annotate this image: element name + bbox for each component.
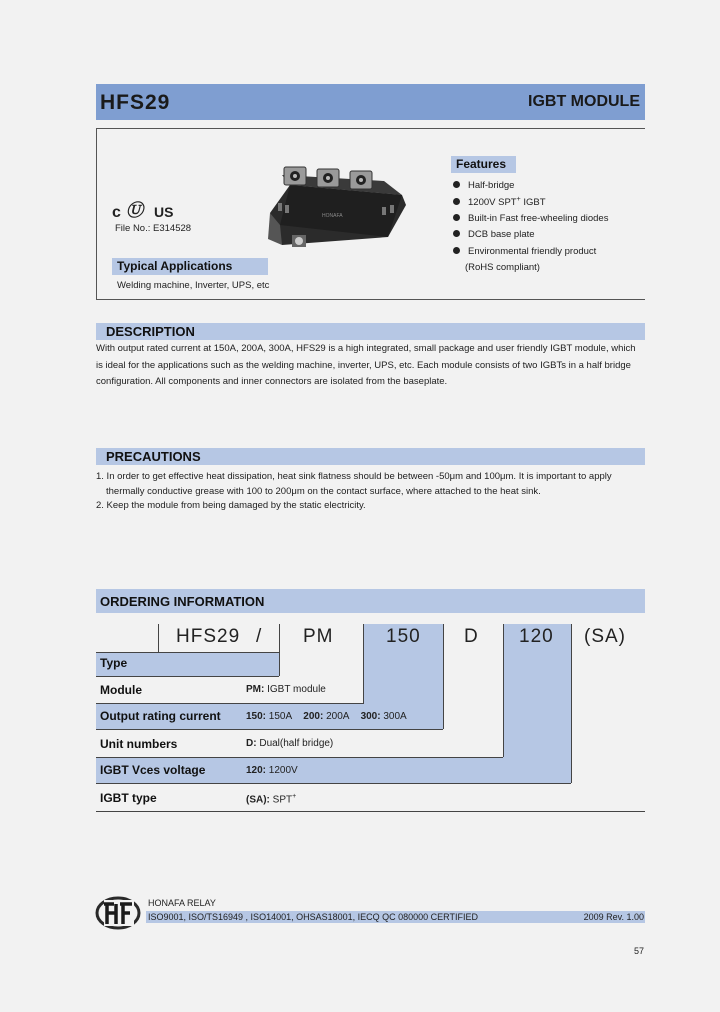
divider: [571, 624, 572, 783]
code-slash: /: [256, 626, 263, 647]
row-value-rating: 150: 150A 200: 200A 300: 300A: [246, 711, 407, 722]
features-heading: Features: [451, 156, 516, 173]
row-value-voltage: 120: 1200V: [246, 765, 298, 776]
row-label-rating: Output rating current: [100, 709, 221, 723]
row-label-module: Module: [100, 683, 142, 697]
row-label-unit: Unit numbers: [100, 737, 178, 751]
feature-item: Built-in Fast free-wheeling diodes: [453, 213, 608, 224]
page-subtitle: IGBT MODULE: [528, 93, 640, 110]
row-label-type: Type: [100, 656, 128, 670]
description-text: With output rated current at 150A, 200A, 300A, HFS29 is a high integrated, small package and user friendly IGBT module, which is ideal for the applications such as the welding machine, inverter, UPS, etc. Each module consists of two IGBTs in a half bridge configuration. All components and inner connectors are isolated from the baseplate.: [96, 343, 636, 387]
divider: [96, 811, 645, 812]
code-module: PM: [303, 626, 334, 647]
bullet-icon: [453, 247, 460, 254]
precautions-heading: PRECAUTIONS: [96, 448, 645, 465]
page-title: HFS29: [100, 91, 171, 114]
page-number: 57: [633, 946, 644, 956]
divider: [96, 703, 363, 704]
bullet-icon: [453, 198, 460, 205]
row-value-module: PM: IGBT module: [246, 684, 326, 695]
certifications: ISO9001, ISO/TS16949 , ISO14001, OHSAS18001, IECQ QC 080000 CERTIFIED: [148, 912, 479, 922]
bullet-icon: [453, 230, 460, 237]
divider: [96, 783, 571, 784]
company-name: HONAFA RELAY: [148, 898, 216, 908]
code-type: HFS29: [176, 626, 241, 647]
divider: [279, 624, 280, 676]
bullet-icon: [453, 181, 460, 188]
row-label-voltage: IGBT Vces voltage: [100, 763, 206, 777]
feature-item: Half-bridge: [453, 180, 514, 191]
row-value-igbt: (SA): SPT+: [246, 793, 297, 806]
row-label-igbt: IGBT type: [100, 791, 157, 805]
divider: [96, 729, 443, 730]
feature-item: DCB base plate: [453, 229, 535, 240]
revision: 2009 Rev. 1.00: [583, 912, 644, 922]
divider: [443, 624, 444, 729]
code-rating: 150: [386, 626, 421, 647]
ordering-heading: ORDERING INFORMATION: [100, 594, 265, 609]
feature-item: Environmental friendly product: [453, 246, 596, 257]
svg-text:Ⓤ: Ⓤ: [126, 201, 143, 220]
bullet-icon: [453, 214, 460, 221]
svg-text:HONAFA: HONAFA: [322, 213, 343, 219]
applications-text: Welding machine, Inverter, UPS, etc: [117, 280, 270, 291]
feature-item: 1200V SPT+ IGBT: [453, 196, 546, 208]
ul-certification-mark: [112, 199, 182, 221]
divider: [363, 624, 364, 704]
company-logo: [94, 896, 144, 930]
precautions-text: 1. In order to get effective heat dissipation, heat sink flatness should be between -50μm and 100μm. It is important to apply thermally conductive grease with 100 to 200μm on the contact surface, where attached to the heat sink. 2. Keep the module from being damaged by the static electricity.: [96, 471, 612, 511]
divider: [96, 652, 279, 653]
file-number: File No.: E314528: [115, 223, 192, 234]
product-image: [262, 155, 410, 260]
code-unit: D: [464, 626, 479, 647]
rohs-note: (RoHS compliant): [465, 262, 540, 273]
divider: [96, 676, 279, 677]
svg-text:c: c: [112, 204, 121, 221]
description-heading: DESCRIPTION: [96, 323, 645, 340]
svg-text:US: US: [154, 204, 174, 220]
divider: [158, 624, 159, 652]
code-igbt: (SA): [584, 626, 626, 647]
divider: [503, 624, 504, 757]
code-voltage: 120: [519, 626, 554, 647]
row-value-unit: D: Dual(half bridge): [246, 738, 334, 749]
divider: [96, 757, 503, 758]
applications-heading: Typical Applications: [112, 258, 268, 275]
